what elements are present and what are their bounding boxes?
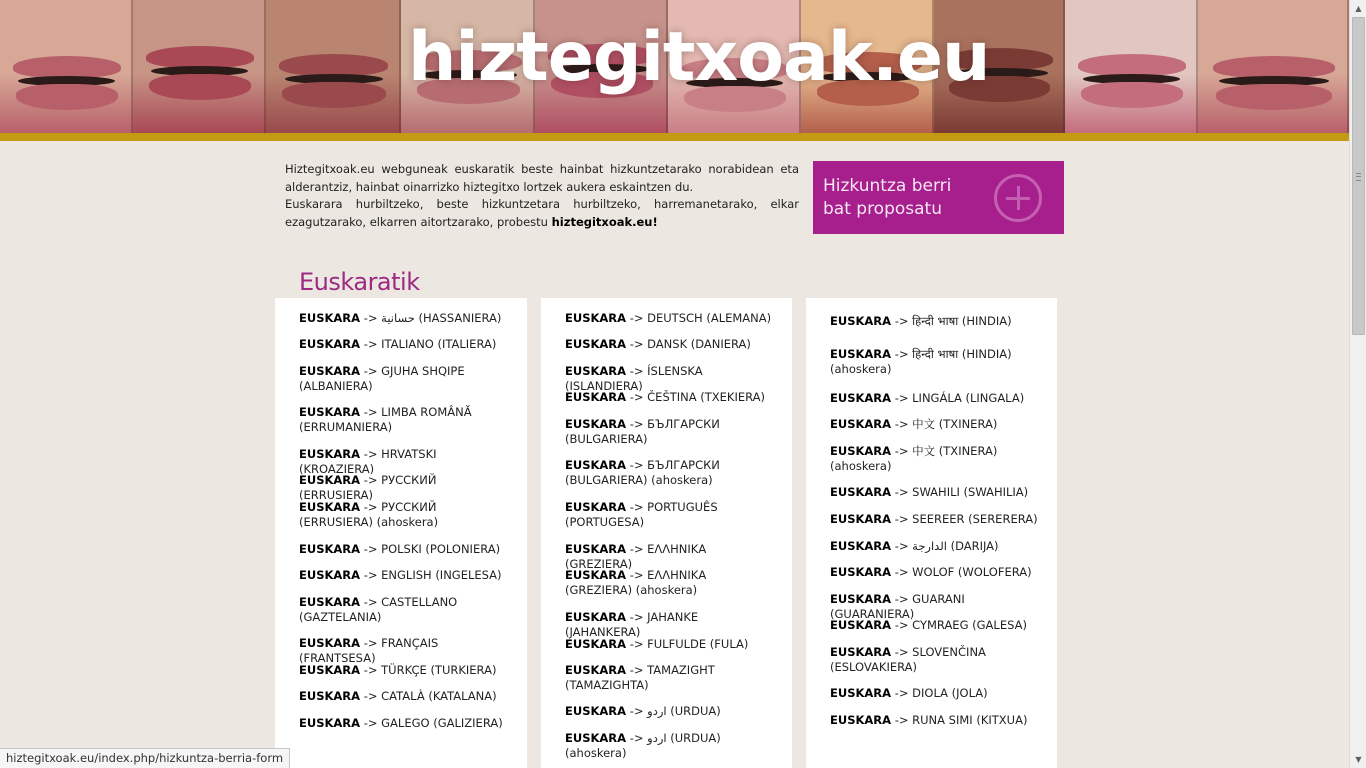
language-list-item	[299, 636, 509, 666]
language-list-item	[299, 542, 509, 557]
language-list-item	[565, 731, 774, 761]
source-language-label: EUSKARA	[299, 447, 361, 461]
target-language-label: -> الدارجة (DARIJA)	[891, 539, 999, 553]
source-language-label: EUSKARA	[830, 713, 892, 727]
propose-language-button[interactable]	[813, 161, 1064, 234]
source-language-label: EUSKARA	[299, 473, 361, 487]
source-language-label: EUSKARA	[830, 592, 892, 606]
target-language-label: -> 中文 (TXINERA)	[891, 417, 998, 431]
language-pair-link[interactable]	[299, 473, 437, 502]
site-logo-title[interactable]: hiztegitxoak.eu	[408, 18, 990, 97]
language-pair-link[interactable]	[565, 337, 751, 351]
source-language-label: EUSKARA	[299, 337, 361, 351]
target-language-label: -> RUNA SIMI (KITXUA)	[891, 713, 1028, 727]
source-language-label: EUSKARA	[299, 364, 361, 378]
language-column-1	[275, 298, 527, 768]
target-language-label: -> TAMAZIGHT (TAMAZIGHTA)	[565, 663, 715, 692]
language-pair-link[interactable]	[830, 686, 988, 700]
language-list-item	[565, 568, 774, 598]
language-list-item	[565, 500, 774, 530]
target-language-label: -> РУССКИЙ (ERRUSIERA) (ahoskera)	[299, 500, 439, 529]
language-pair-link[interactable]	[565, 610, 698, 639]
source-language-label: EUSKARA	[565, 364, 627, 378]
source-language-label: EUSKARA	[299, 716, 361, 730]
target-language-label: -> FULFULDE (FULA)	[626, 637, 749, 651]
language-pair-link[interactable]	[565, 458, 720, 487]
plus-circle-icon	[994, 174, 1042, 222]
source-language-label: EUSKARA	[299, 500, 361, 514]
language-list-item	[299, 405, 509, 435]
target-language-label: -> БЪЛГАРСКИ (BULGARIERA) (ahoskera)	[565, 458, 720, 487]
target-language-label: -> حسانية (HASSANIERA)	[360, 311, 502, 325]
language-list-item	[565, 337, 774, 352]
language-pair-link[interactable]	[830, 512, 1038, 526]
language-pair-link[interactable]	[299, 689, 497, 703]
language-list-item	[565, 311, 774, 326]
source-language-label: EUSKARA	[565, 337, 627, 351]
target-language-label: -> ÍSLENSKA (ISLANDIERA)	[565, 364, 703, 393]
target-language-label: -> TÜRKÇE (TURKIERA)	[360, 663, 497, 677]
target-language-label: -> CASTELLANO (GAZTELANIA)	[299, 595, 458, 624]
source-language-label: EUSKARA	[830, 444, 892, 458]
target-language-label: -> HRVATSKI (KROAZIERA)	[299, 447, 437, 476]
language-pair-link[interactable]	[830, 565, 1032, 579]
language-pair-link[interactable]	[565, 500, 718, 529]
source-language-label: EUSKARA	[830, 314, 892, 328]
language-list-item	[830, 444, 1039, 474]
target-language-label: -> ENGLISH (INGELESA)	[360, 568, 502, 582]
language-list-item	[830, 618, 1039, 633]
language-list-item	[830, 645, 1039, 675]
intro-line-1: Hiztegitxoak.eu webguneak euskaratik beste hainbat hizkuntzetarako norabidean eta alderantziz, hainbat oinarrizko hiztegitxo lortzek aukera eskaintzen du.	[285, 162, 799, 194]
source-language-label: EUSKARA	[565, 500, 627, 514]
language-list-item	[299, 716, 509, 731]
language-list-item	[565, 390, 774, 405]
source-language-label: EUSKARA	[565, 458, 627, 472]
source-language-label: EUSKARA	[565, 663, 627, 677]
language-pair-link[interactable]	[299, 311, 501, 325]
language-list-item	[299, 500, 509, 530]
language-pair-link[interactable]	[299, 568, 502, 582]
language-list-item	[299, 311, 509, 326]
vertical-scrollbar[interactable]	[1349, 0, 1366, 768]
language-pair-link[interactable]	[299, 595, 457, 624]
target-language-label: -> SLOVENČINA (ESLOVAKIERA)	[830, 645, 986, 674]
target-language-label: -> اردو (URDUA)	[626, 704, 721, 718]
banner-face-strip	[133, 0, 266, 133]
target-language-label: -> ΕΛΛΗΝΙΚΑ (GREZIERA) (ahoskera)	[565, 568, 707, 597]
section-title-euskaratik: Euskaratik	[299, 268, 420, 296]
header-banner	[0, 0, 1349, 133]
language-pair-link[interactable]	[299, 364, 465, 393]
source-language-label: EUSKARA	[830, 686, 892, 700]
intro-line-2: Euskarara hurbiltzeko, beste hizkuntzetara hurbiltzeko, harremanetarako, elkar ezagutzarako, elkarren aitortzarako, probestu	[285, 197, 799, 229]
language-list-item	[830, 485, 1039, 500]
target-language-label: -> ITALIANO (ITALIERA)	[360, 337, 497, 351]
target-language-label: -> DIOLA (JOLA)	[891, 686, 988, 700]
language-pair-link[interactable]	[830, 417, 997, 431]
language-pair-link[interactable]	[565, 568, 706, 597]
target-language-label: -> GUARANI (GUARANIERA)	[830, 592, 965, 621]
language-pair-link[interactable]	[565, 663, 715, 692]
intro-text	[285, 161, 799, 231]
language-list-item	[830, 314, 1039, 329]
language-list-item	[830, 713, 1039, 728]
language-pair-link[interactable]	[299, 447, 437, 476]
scrollbar-thumb[interactable]	[1352, 17, 1365, 335]
source-language-label: EUSKARA	[299, 311, 361, 325]
language-pair-link[interactable]	[830, 592, 965, 621]
language-pair-link[interactable]	[299, 716, 503, 730]
language-pair-link[interactable]	[299, 337, 496, 351]
language-list-item	[830, 391, 1039, 406]
source-language-label: EUSKARA	[299, 568, 361, 582]
source-language-label: EUSKARA	[830, 391, 892, 405]
language-pair-link[interactable]	[565, 637, 748, 651]
source-language-label: EUSKARA	[565, 390, 627, 404]
source-language-label: EUSKARA	[565, 610, 627, 624]
source-language-label: EUSKARA	[299, 595, 361, 609]
target-language-label: -> РУССКИЙ (ERRUSIERA)	[299, 473, 437, 502]
target-language-label: -> WOLOF (WOLOFERA)	[891, 565, 1032, 579]
language-list-item	[830, 347, 1039, 377]
language-pair-link[interactable]	[830, 314, 1012, 328]
language-pair-link[interactable]	[299, 500, 438, 529]
target-language-label: -> CATALÀ (KATALANA)	[360, 689, 497, 703]
source-language-label: EUSKARA	[830, 485, 892, 499]
language-list-item	[299, 473, 509, 503]
target-language-label: -> 中文 (TXINERA) (ahoskera)	[830, 444, 998, 473]
propose-label-line-2: bat proposatu	[823, 199, 942, 219]
source-language-label: EUSKARA	[565, 542, 627, 556]
source-language-label: EUSKARA	[299, 636, 361, 650]
language-pair-link[interactable]	[565, 390, 765, 404]
language-list-item	[830, 565, 1039, 580]
target-language-label: -> DANSK (DANIERA)	[626, 337, 751, 351]
language-list-item	[299, 595, 509, 625]
language-column-3	[806, 298, 1057, 768]
language-pair-link[interactable]	[830, 391, 1024, 405]
language-list-item	[299, 364, 509, 394]
source-language-label: EUSKARA	[830, 512, 892, 526]
target-language-label: -> GALEGO (GALIZIERA)	[360, 716, 503, 730]
target-language-label: -> БЪЛГАРСКИ (BULGARIERA)	[565, 417, 720, 446]
language-pair-link[interactable]	[565, 731, 721, 760]
language-list-item	[299, 337, 509, 352]
language-list-item	[830, 512, 1039, 527]
source-language-label: EUSKARA	[830, 645, 892, 659]
source-language-label: EUSKARA	[299, 542, 361, 556]
target-language-label: -> FRANÇAIS (FRANTSESA)	[299, 636, 439, 665]
target-language-label: -> اردو (URDUA) (ahoskera)	[565, 731, 721, 760]
language-pair-link[interactable]	[830, 539, 999, 553]
language-list-item	[299, 663, 509, 678]
language-pair-link[interactable]	[299, 542, 500, 556]
source-language-label: EUSKARA	[830, 417, 892, 431]
target-language-label: -> LIMBA ROMÂNĂ (ERRUMANIERA)	[299, 405, 472, 434]
language-pair-link[interactable]	[299, 663, 496, 677]
language-column-2	[541, 298, 792, 768]
banner-face-strip	[0, 0, 133, 133]
propose-language-label	[823, 175, 973, 221]
banner-face-strip	[1198, 0, 1349, 133]
banner-face-strip	[266, 0, 401, 133]
scroll-down-arrow-icon[interactable]: ▼	[1355, 755, 1362, 764]
source-language-label: EUSKARA	[565, 311, 627, 325]
source-language-label: EUSKARA	[299, 663, 361, 677]
target-language-label: -> DEUTSCH (ALEMANA)	[626, 311, 772, 325]
source-language-label: EUSKARA	[299, 405, 361, 419]
target-language-label: -> हिन्दी भाषा (HINDIA) (ahoskera)	[830, 347, 1012, 376]
language-pair-link[interactable]	[830, 347, 1012, 376]
scroll-up-arrow-icon[interactable]: ▲	[1355, 4, 1362, 13]
language-pair-link[interactable]	[299, 636, 438, 665]
source-language-label: EUSKARA	[565, 417, 627, 431]
header-divider	[0, 133, 1349, 141]
source-language-label: EUSKARA	[830, 347, 892, 361]
intro-site-name: hiztegitxoak.eu!	[551, 214, 658, 229]
language-list-item	[830, 539, 1039, 554]
language-list-item	[565, 458, 774, 488]
target-language-label: -> POLSKI (POLONIERA)	[360, 542, 501, 556]
source-language-label: EUSKARA	[565, 637, 627, 651]
target-language-label: -> हिन्दी भाषा (HINDIA)	[891, 314, 1012, 328]
language-list-item	[299, 689, 509, 704]
language-pair-link[interactable]	[830, 485, 1028, 499]
language-list-item	[830, 686, 1039, 701]
source-language-label: EUSKARA	[830, 618, 892, 632]
banner-face-strip	[1065, 0, 1198, 133]
language-pair-link[interactable]	[830, 645, 986, 674]
language-list-item	[565, 637, 774, 652]
target-language-label: -> SEEREER (SERERERA)	[891, 512, 1038, 526]
language-pair-link[interactable]	[565, 704, 721, 718]
target-language-label: -> CYMRAEG (GALESA)	[891, 618, 1027, 632]
target-language-label: -> SWAHILI (SWAHILIA)	[891, 485, 1029, 499]
target-language-label: -> ΕΛΛΗΝΙΚΑ (GREZIERA)	[565, 542, 707, 571]
status-bar-url: hiztegitxoak.eu/index.php/hizkuntza-berria-form	[0, 748, 290, 768]
target-language-label: -> JAHANKE (JAHANKERA)	[565, 610, 699, 639]
language-pair-link[interactable]	[565, 364, 703, 393]
source-language-label: EUSKARA	[299, 689, 361, 703]
target-language-label: -> ČEŠTINA (TXEKIERA)	[626, 390, 766, 404]
source-language-label: EUSKARA	[830, 539, 892, 553]
target-language-label: -> GJUHA SHQIPE (ALBANIERA)	[299, 364, 465, 393]
propose-label-line-1: Hizkuntza berri	[823, 176, 952, 196]
language-pair-link[interactable]	[565, 417, 720, 446]
source-language-label: EUSKARA	[565, 704, 627, 718]
language-list-item	[565, 704, 774, 719]
language-list-item	[299, 568, 509, 583]
source-language-label: EUSKARA	[565, 731, 627, 745]
language-list-item	[830, 417, 1039, 432]
language-pair-link[interactable]	[299, 405, 472, 434]
language-pair-link[interactable]	[830, 444, 997, 473]
source-language-label: EUSKARA	[565, 568, 627, 582]
language-pair-link[interactable]	[565, 542, 706, 571]
source-language-label: EUSKARA	[830, 565, 892, 579]
language-list-item	[565, 663, 774, 693]
language-pair-link[interactable]	[830, 618, 1027, 632]
target-language-label: -> LINGÁLA (LINGALA)	[891, 391, 1025, 405]
language-pair-link[interactable]	[830, 713, 1027, 727]
language-list-item	[565, 417, 774, 447]
target-language-label: -> PORTUGUÊS (PORTUGESA)	[565, 500, 718, 529]
language-pair-link[interactable]	[565, 311, 771, 325]
language-list-item	[565, 610, 774, 640]
